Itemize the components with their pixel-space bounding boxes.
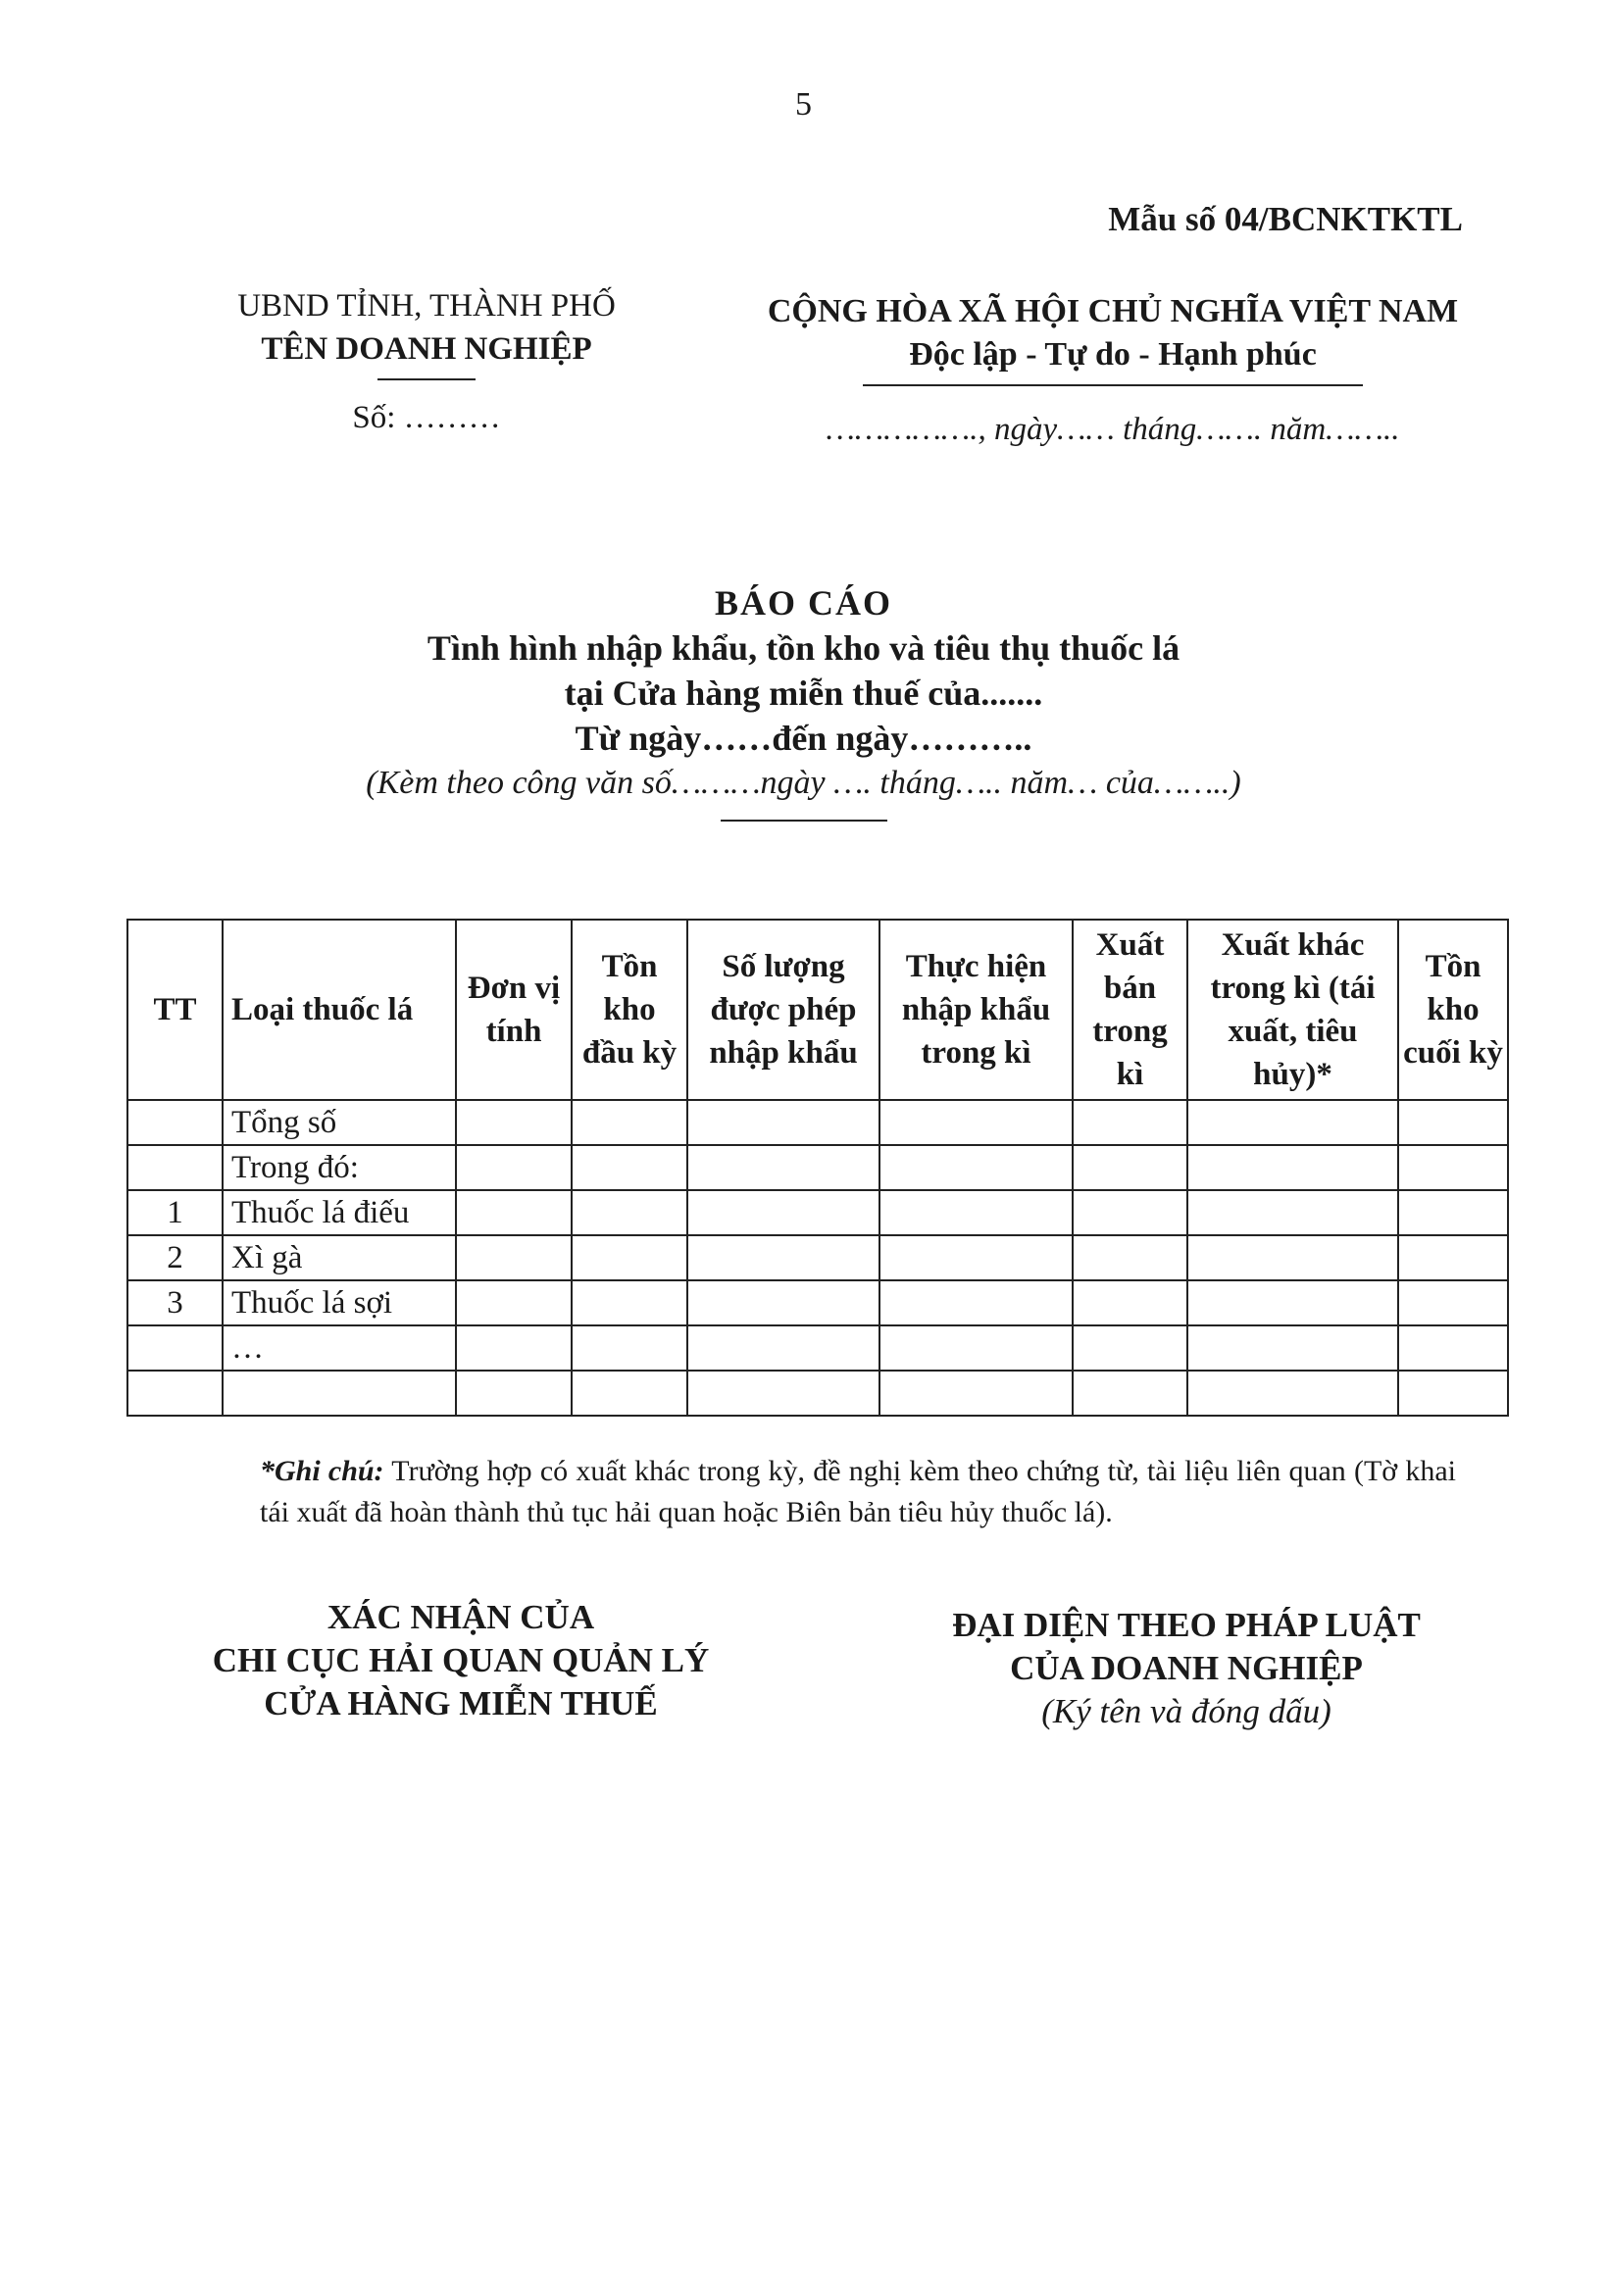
table-cell <box>456 1190 572 1235</box>
table-cell <box>687 1325 879 1371</box>
report-subtitle: Tình hình nhập khẩu, tồn kho và tiêu thụ thuốc lá <box>427 628 1180 668</box>
table-cell <box>1398 1190 1508 1235</box>
company-name: TÊN DOANH NGHIỆP <box>261 331 592 367</box>
row-tobacco-type: Thuốc lá sợi <box>223 1280 456 1325</box>
table-cell <box>687 1280 879 1325</box>
table-cell <box>879 1280 1073 1325</box>
table-cell <box>1073 1325 1187 1371</box>
table-cell <box>1187 1235 1398 1280</box>
table-cell <box>1398 1145 1508 1190</box>
row-tt <box>127 1145 223 1190</box>
table-cell <box>1187 1100 1398 1145</box>
table-cell <box>879 1371 1073 1416</box>
table-cell <box>456 1325 572 1371</box>
table-cell <box>1398 1280 1508 1325</box>
legal-representative-line: CỦA DOANH NGHIỆP <box>1010 1649 1363 1687</box>
table-cell <box>879 1235 1073 1280</box>
row-tt: 3 <box>127 1280 223 1325</box>
footnote-text: Trường hợp có xuất khác trong kỳ, đề nghị kèm theo chứng từ, tài liệu liên quan (Tờ khai tái xuất đã hoàn thành thủ tục hải quan hoặc Biên bản tiêu hủy thuốc lá). <box>260 1455 1457 1528</box>
table-cell <box>456 1235 572 1280</box>
table-cell <box>687 1371 879 1416</box>
row-tobacco-type <box>223 1371 456 1416</box>
country-name: CỘNG HÒA XÃ HỘI CHỦ NGHĨA VIỆT NAM <box>767 293 1459 329</box>
header-opening-stock: Tồn kho đầu kỳ <box>572 920 687 1100</box>
customs-confirmation-block <box>147 1596 775 1725</box>
table-cell <box>879 1190 1073 1235</box>
customs-confirmation-line: CHI CỤC HẢI QUAN QUẢN LÝ <box>212 1641 710 1679</box>
row-tobacco-type: … <box>223 1325 456 1371</box>
header-tobacco-type: Loại thuốc lá <box>223 920 456 1100</box>
table-cell <box>456 1371 572 1416</box>
table-row <box>127 1235 1508 1280</box>
organization-name: UBND TỈNH, THÀNH PHỐ <box>237 288 616 324</box>
customs-confirmation-line: XÁC NHẬN CỦA <box>326 1598 595 1636</box>
table-cell <box>1073 1100 1187 1145</box>
report-period: Từ ngày……đến ngày……….. <box>575 719 1032 758</box>
signature-instruction: (Ký tên và đóng dấu) <box>1041 1692 1331 1730</box>
table-cell <box>1398 1100 1508 1145</box>
table-row <box>127 1100 1508 1145</box>
table-cell <box>572 1235 687 1280</box>
header-unit: Đơn vị tính <box>456 920 572 1100</box>
document-number: Số: ……… <box>352 400 501 435</box>
table-cell <box>1073 1280 1187 1325</box>
national-motto: Độc lập - Tự do - Hạnh phúc <box>909 336 1317 373</box>
row-tobacco-type: Thuốc lá điếu <box>223 1190 456 1235</box>
title-divider <box>721 820 887 822</box>
table-cell <box>1187 1325 1398 1371</box>
footnote-label: *Ghi chú: <box>260 1455 384 1487</box>
legal-representative-block <box>863 1604 1510 1733</box>
table-cell <box>687 1145 879 1190</box>
table-cell <box>572 1145 687 1190</box>
table-row <box>127 1190 1508 1235</box>
report-title-block <box>0 580 1607 822</box>
table-cell <box>1187 1371 1398 1416</box>
table-row <box>127 1145 1508 1190</box>
table-cell <box>456 1145 572 1190</box>
table-cell <box>879 1145 1073 1190</box>
row-tobacco-type: Trong đó: <box>223 1145 456 1190</box>
row-tt <box>127 1371 223 1416</box>
table-cell <box>1398 1371 1508 1416</box>
right-header <box>726 290 1500 451</box>
header-other-export: Xuất khác trong kì (tái xuất, tiêu hủy)* <box>1187 920 1398 1100</box>
date-line: ……………., ngày…… tháng……. năm…….. <box>826 412 1400 447</box>
row-tt: 2 <box>127 1235 223 1280</box>
report-table <box>126 919 1509 1417</box>
row-tobacco-type: Xì gà <box>223 1235 456 1280</box>
table-cell <box>1398 1325 1508 1371</box>
table-cell <box>456 1100 572 1145</box>
table-body <box>127 1100 1508 1416</box>
table-cell <box>879 1100 1073 1145</box>
table-cell <box>572 1325 687 1371</box>
header-permitted-import: Số lượng được phép nhập khẩu <box>687 920 879 1100</box>
table-row <box>127 1325 1508 1371</box>
table-cell <box>572 1280 687 1325</box>
legal-representative-line: ĐẠI DIỆN THEO PHÁP LUẬT <box>952 1606 1421 1644</box>
table-cell <box>1073 1145 1187 1190</box>
form-code: Mẫu số 04/BCNKTKTL <box>1108 200 1463 238</box>
header-closing-stock: Tồn kho cuối kỳ <box>1398 920 1508 1100</box>
right-header-divider <box>863 384 1363 386</box>
table-header-row <box>127 920 1508 1100</box>
table-row <box>127 1280 1508 1325</box>
table-cell <box>456 1280 572 1325</box>
report-reference: (Kèm theo công văn số………ngày …. tháng….. năm… của……..) <box>366 765 1241 801</box>
table-cell <box>1073 1371 1187 1416</box>
table-row <box>127 1371 1508 1416</box>
row-tt <box>127 1100 223 1145</box>
left-header-divider <box>377 378 476 380</box>
header-tt: TT <box>127 920 223 1100</box>
table-cell <box>687 1235 879 1280</box>
report-store: tại Cửa hàng miễn thuế của....... <box>564 674 1043 713</box>
table-cell <box>1073 1235 1187 1280</box>
table-cell <box>1187 1280 1398 1325</box>
header-sales: Xuất bán trong kì <box>1073 920 1187 1100</box>
table-cell <box>572 1190 687 1235</box>
table-cell <box>1398 1235 1508 1280</box>
table-cell <box>1187 1190 1398 1235</box>
table-cell <box>572 1371 687 1416</box>
report-title: BÁO CÁO <box>714 583 892 623</box>
table-cell <box>879 1325 1073 1371</box>
table-cell <box>572 1100 687 1145</box>
table-cell <box>687 1190 879 1235</box>
footnote <box>260 1451 1456 1533</box>
page-number: 5 <box>795 86 812 123</box>
row-tt <box>127 1325 223 1371</box>
table-cell <box>1187 1145 1398 1190</box>
table-cell <box>1073 1190 1187 1235</box>
header-actual-import: Thực hiện nhập khẩu trong kì <box>879 920 1073 1100</box>
left-header <box>147 284 706 439</box>
row-tobacco-type: Tổng số <box>223 1100 456 1145</box>
table-cell <box>687 1100 879 1145</box>
row-tt: 1 <box>127 1190 223 1235</box>
customs-confirmation-line: CỬA HÀNG MIỄN THUẾ <box>264 1684 658 1722</box>
